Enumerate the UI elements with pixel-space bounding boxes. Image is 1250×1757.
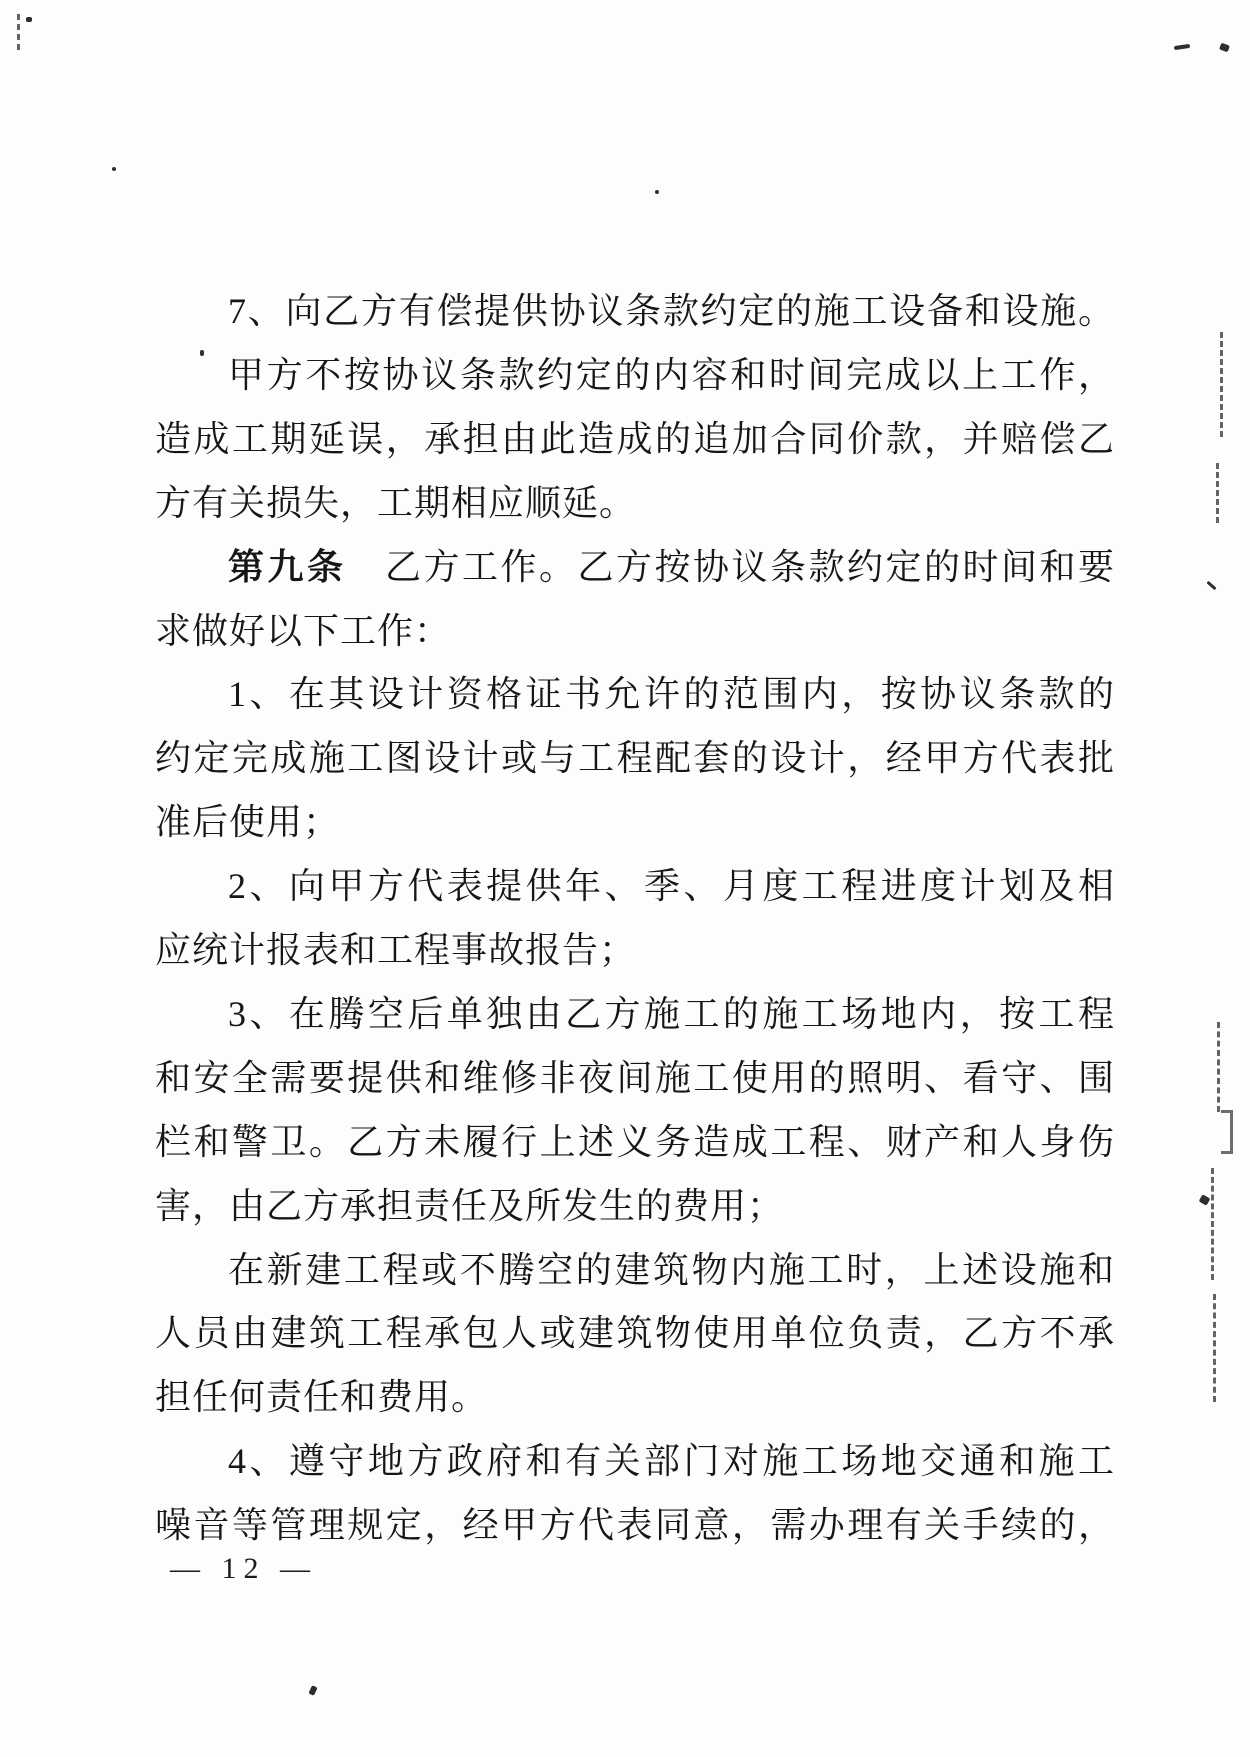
- clause-line: 第九条 乙方工作。乙方按协议条款约定的时间和要: [228, 547, 1115, 587]
- scan-artifact: [200, 350, 204, 356]
- text-line: 在新建工程或不腾空的建筑物内施工时，上述设施和: [228, 1250, 1115, 1290]
- scan-artifact: [1217, 1022, 1220, 1112]
- scan-artifact: [1219, 43, 1230, 53]
- scan-artifact: [1220, 332, 1223, 437]
- scan-artifact: [17, 14, 20, 50]
- scan-artifact: [1174, 44, 1190, 50]
- text-line: 人员由建筑工程承包人或建筑物使用单位负责，乙方不承: [155, 1313, 1115, 1353]
- text-line: 噪音等管理规定，经甲方代表同意，需办理有关手续的，: [155, 1505, 1115, 1545]
- scan-artifact: [1206, 581, 1216, 591]
- text-line: 担任何责任和费用。: [155, 1377, 489, 1417]
- scan-artifact: [26, 17, 32, 22]
- text-line: 甲方不按协议条款约定的内容和时间完成以上工作，: [228, 355, 1115, 395]
- scan-artifact: [112, 167, 116, 171]
- text-line: 栏和警卫。乙方未履行上述义务造成工程、财产和人身伤: [155, 1122, 1115, 1162]
- text-line: 和安全需要提供和维修非夜间施工使用的照明、看守、围: [155, 1058, 1115, 1098]
- scan-artifact: [655, 190, 659, 194]
- scan-artifact: [1216, 463, 1219, 523]
- scan-artifact: [1213, 1294, 1216, 1402]
- text-line: 造成工期延误，承担由此造成的追加合同价款，并赔偿乙: [155, 419, 1115, 459]
- text-line: 准后使用；: [155, 802, 341, 842]
- scan-artifact: [1211, 1168, 1214, 1280]
- text-line: 2、向甲方代表提供年、季、月度工程进度计划及相: [228, 866, 1115, 906]
- text-line: 1、在其设计资格证书允许的范围内，按协议条款的: [228, 674, 1115, 714]
- text-line: 7、向乙方有偿提供协议条款约定的施工设备和设施。: [228, 291, 1115, 331]
- text-line: 3、在腾空后单独由乙方施工的施工场地内，按工程: [228, 994, 1115, 1034]
- scan-artifact: [1221, 1110, 1233, 1154]
- clause-number: 第九条: [228, 547, 347, 587]
- text-line: 约定完成施工图设计或与工程配套的设计，经甲方代表批: [155, 738, 1115, 778]
- page-footer: — 12 —: [170, 1552, 317, 1585]
- scan-artifact: [1199, 1194, 1211, 1205]
- text-line: 方有关损失，工期相应顺延。: [155, 483, 637, 523]
- text-line: 求做好以下工作：: [155, 611, 452, 651]
- text-line: 应统计报表和工程事故报告；: [155, 930, 637, 970]
- text-line: 4、遵守地方政府和有关部门对施工场地交通和施工: [228, 1441, 1115, 1481]
- text-line: 害，由乙方承担责任及所发生的费用；: [155, 1186, 785, 1226]
- scan-artifact: [308, 1685, 317, 1696]
